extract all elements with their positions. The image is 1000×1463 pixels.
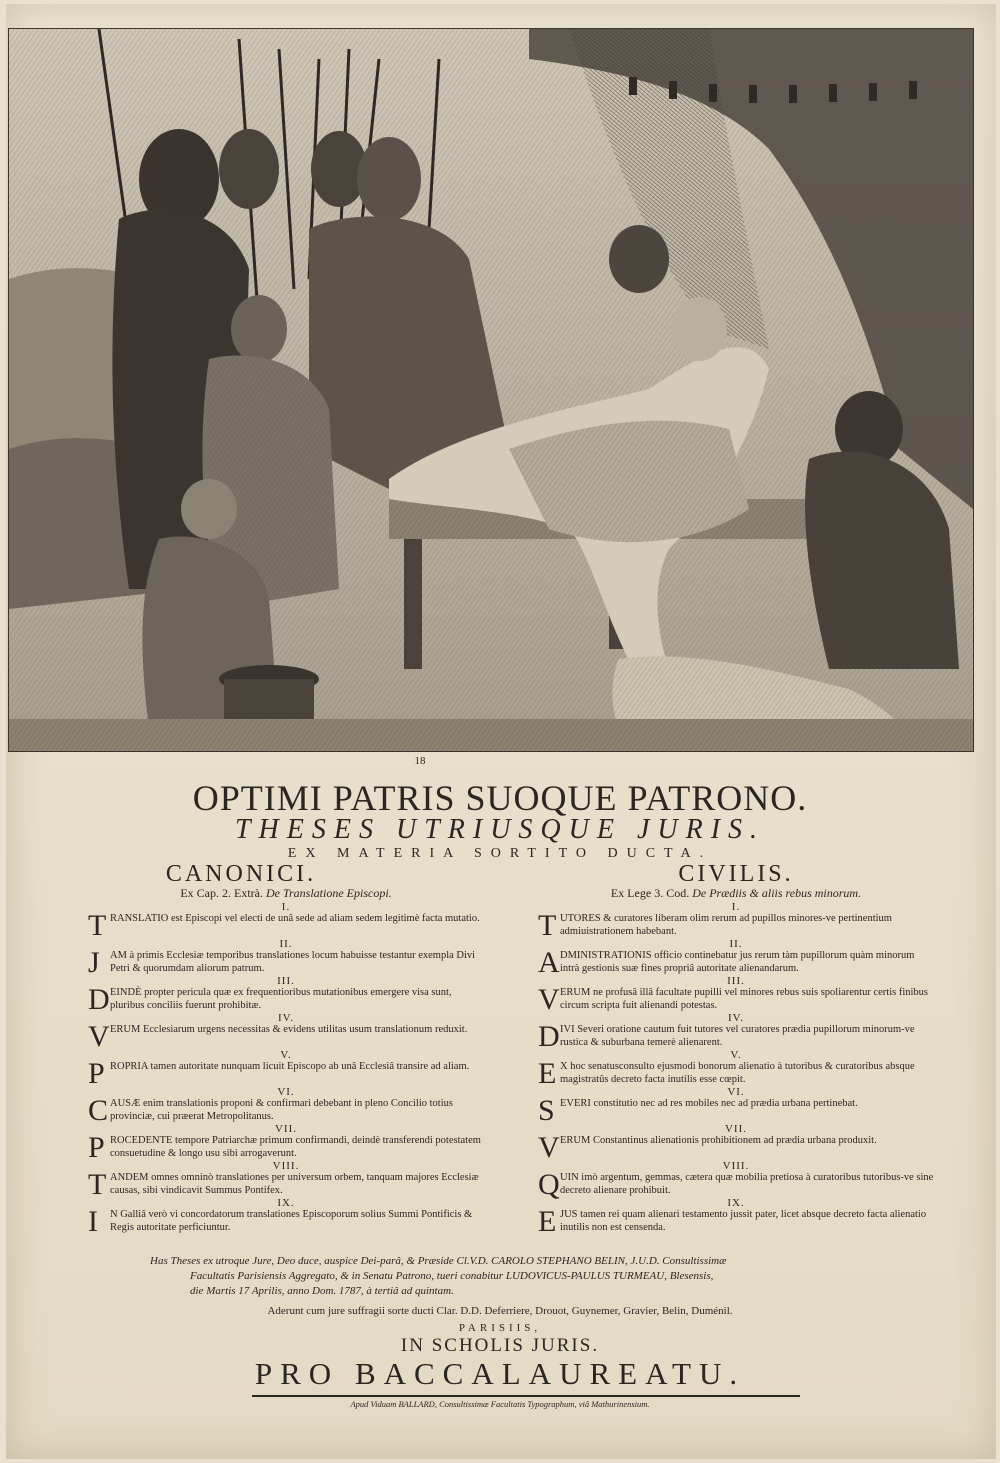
- thesis-text: UIN imò argentum, gemmas, cætera quæ mobilia pretiosa à curatoribus tutoribus-ve sine decreto alienare prohibuit.: [560, 1172, 934, 1196]
- thesis-numeral: II.: [279, 938, 293, 950]
- subtitle: EX MATERIA SORTITO DUCTA.: [287, 846, 713, 861]
- thesis-body: [88, 983, 484, 1016]
- canonici-title: CANONICI.: [165, 861, 317, 887]
- thesis-initial: A: [538, 946, 560, 979]
- thesis-text: JUS tamen rei quam alienari testamento jussit pater, licet absque decreto facta alienatio inutilis non est censenda.: [560, 1209, 927, 1233]
- thesis-body: [538, 1094, 934, 1127]
- thesis-numeral: I.: [281, 901, 291, 913]
- thesis-body: [88, 1020, 484, 1053]
- thesis-initial: E: [538, 1057, 557, 1090]
- thesis-initial: P: [88, 1131, 105, 1164]
- thesis-text: ROPRIA tamen autoritate nunquam licuit Episcopo ab unâ Ecclesiâ transire ad aliam.: [110, 1061, 470, 1072]
- civilis-thesis: [538, 901, 934, 942]
- thesis-numeral: III.: [277, 975, 295, 987]
- thesis-text: UTORES & curatores liberam olim rerum ad pupillos minores-ve pertinentium admiuistrationem habebant.: [560, 913, 892, 937]
- thesis-body: [88, 1094, 484, 1127]
- thesis-text: ANDEM omnes omninò translationes per universum orbem, tanquam majores Ecclesiæ causas, sibi vindicavit Summus Pontifex.: [110, 1172, 479, 1196]
- thesis-body: [538, 1131, 934, 1164]
- civilis-thesis: [538, 1086, 934, 1127]
- thesis-text: EVERI constitutio nec ad res mobiles nec ad prædia urbana pertinebat.: [560, 1098, 858, 1109]
- thesis-body: [538, 983, 934, 1016]
- thesis-numeral: V.: [280, 1049, 292, 1061]
- thesis-initial: C: [88, 1094, 109, 1127]
- thesis-initial: S: [538, 1094, 555, 1127]
- canonici-thesis: [88, 975, 484, 1016]
- civilis-thesis: [538, 1197, 934, 1238]
- thesis-numeral: I.: [731, 901, 741, 913]
- thesis-numeral: VII.: [274, 1123, 298, 1135]
- canonici-thesis: [88, 938, 484, 979]
- canonici-thesis: [88, 1160, 484, 1201]
- thesis-body: [538, 946, 934, 979]
- civilis-thesis: [538, 975, 934, 1016]
- engraving-illustration: [8, 28, 974, 752]
- thesis-numeral: IV.: [728, 1012, 744, 1024]
- thesis-text: ERUM ne profusâ illâ facultate pupilli vel minores rebus suis spoliarentur certis finibus circum scripta fuit alienandi potestas.: [560, 987, 929, 1011]
- thesis-body: [88, 1057, 484, 1090]
- dedication-heading: OPTIMI PATRIS SUOQUE PATRONO.: [192, 778, 808, 818]
- thesis-initial: T: [88, 909, 107, 942]
- canonici-thesis: [88, 1123, 484, 1164]
- civilis-source-topic: De Prædiis & aliis rebus minorum.: [692, 886, 862, 900]
- thesis-body: [538, 909, 934, 942]
- thesis-initial: T: [538, 909, 557, 942]
- thesis-initial: P: [88, 1057, 105, 1090]
- thesis-numeral: VI.: [277, 1086, 295, 1098]
- theses-title: THESES UTRIUSQUE JURIS.: [234, 814, 766, 845]
- thesis-initial: D: [538, 1020, 560, 1053]
- thesis-initial: E: [538, 1205, 557, 1238]
- divider-rule: [252, 1395, 800, 1397]
- thesis-body: [538, 1057, 934, 1090]
- thesis-body: [538, 1020, 934, 1053]
- canonici-thesis: [88, 901, 484, 942]
- defense-line-3: die Martis 17 Aprilis, anno Dom. 1787, à tertiâ ad quintam.: [190, 1285, 454, 1297]
- canonici-thesis: [88, 1049, 484, 1090]
- thesis-initial: V: [88, 1020, 110, 1053]
- defense-line-2: Facultatis Parisiensis Aggregato, & in Senatu Patrono, tueri conabitur LUDOVICUS-PAULUS TURMEAU, Blesensis,: [190, 1270, 714, 1282]
- printer-imprint: Apud Viduam BALLARD, Consultissimæ Facultatis Typographum, viâ Mathurinensium.: [350, 1399, 650, 1409]
- canonici-column: [88, 861, 484, 1238]
- thesis-text: ERUM Ecclesiarum urgens necessitas & evidens utilitas usum translationum reduxit.: [110, 1024, 468, 1035]
- civilis-thesis: [538, 1012, 934, 1053]
- thesis-numeral: II.: [729, 938, 743, 950]
- thesis-initial: V: [538, 983, 560, 1016]
- thesis-text: AUSÆ enim translationis proponi & confirmari debebant in pleno Concilio totius provinciæ, cui præerat Metropolitanus.: [110, 1098, 453, 1122]
- thesis-body: [538, 1205, 934, 1238]
- thesis-numeral: VIII.: [722, 1160, 750, 1172]
- defense-line-1: Has Theses ex utroque Jure, Deo duce, auspice Dei-parâ, & Præside Cl.V.D. CAROLO STEPHANO BELIN, J.U.D. Consultissimæ: [150, 1255, 727, 1267]
- school-line: IN SCHOLIS JURIS.: [400, 1335, 600, 1356]
- civilis-thesis: [538, 1123, 934, 1164]
- thesis-numeral: VIII.: [272, 1160, 300, 1172]
- thesis-body: [88, 1168, 484, 1201]
- civilis-source-prefix: Ex Lege 3. Cod.: [610, 886, 690, 900]
- degree-heading: PRO BACCALAUREATU.: [254, 1356, 746, 1391]
- thesis-initial: Q: [538, 1168, 560, 1201]
- civilis-column: [538, 861, 934, 1238]
- civilis-title: CIVILIS.: [678, 861, 794, 887]
- thesis-initial: J: [88, 946, 100, 979]
- place-line: PARISIIS,: [458, 1322, 542, 1334]
- civilis-thesis: [538, 1049, 934, 1090]
- thesis-text: AM à primis Ecclesiæ temporibus translationes locum habuisse testantur exempla Divi Petri & quorumdam aliorum patrum.: [110, 950, 476, 974]
- canonici-source-prefix: Ex Cap. 2. Extrà.: [180, 886, 263, 900]
- thesis-initial: D: [88, 983, 110, 1016]
- thesis-text: X hoc senatusconsulto ejusmodi bonorum alienatio à tutoribus & curatoribus absque magistratûs decreto facta inutilis esse cœpit.: [560, 1061, 915, 1085]
- defense-statement: [150, 1254, 910, 1299]
- canonici-thesis: [88, 1012, 484, 1053]
- thesis-numeral: VI.: [727, 1086, 745, 1098]
- thesis-body: [538, 1168, 934, 1201]
- thesis-text: DMINISTRATIONIS officio continebatur jus rerum tàm pupillorum quàm minorum intrà gestionis suæ fines propriâ autoritate alienandarum.: [560, 950, 915, 974]
- thesis-body: [88, 946, 484, 979]
- civilis-source: [538, 886, 934, 900]
- thesis-initial: I: [88, 1205, 98, 1238]
- thesis-initial: V: [538, 1131, 560, 1164]
- plate-number: 18: [414, 755, 426, 767]
- canonici-theses-list: [88, 901, 484, 1238]
- thesis-numeral: IV.: [278, 1012, 294, 1024]
- canonici-thesis: [88, 1086, 484, 1127]
- thesis-body: [88, 1205, 484, 1238]
- examiners-line: Aderunt cum jure suffragii sorte ducti Clar. D.D. Deferriere, Drouot, Guynemer, Gravier, Belin, Duménil.: [267, 1305, 733, 1317]
- thesis-text: ROCEDENTE tempore Patriarchæ primum confirmandi, deindè transferendi potestatem consuetudine & longo usu sibi arrogaverunt.: [110, 1135, 481, 1159]
- thesis-numeral: VII.: [724, 1123, 748, 1135]
- thesis-body: [88, 1131, 484, 1164]
- thesis-text: ERUM Constantinus alienationis prohibitionem ad prædia urbana produxit.: [560, 1135, 877, 1146]
- canonici-source-topic: De Translatione Episcopi.: [265, 886, 392, 900]
- thesis-body: [88, 909, 484, 942]
- thesis-text: EINDÈ propter pericula quæ ex frequentioribus mutationibus emergere visa sunt, pluribus conciliis fuerunt prohibitæ.: [110, 987, 452, 1011]
- civilis-thesis: [538, 938, 934, 979]
- thesis-numeral: IX.: [727, 1197, 745, 1209]
- thesis-text: N Galliâ verò vi concordatorum translationes Episcoporum solius Summi Pontificis & Regis autoritate perficiuntur.: [110, 1209, 473, 1233]
- thesis-numeral: V.: [730, 1049, 742, 1061]
- thesis-text: IVI Severi oratione cautum fuit tutores vel curatores prædia pupillorum minorum-ve rustica & suburbana temerè alienarent.: [560, 1024, 915, 1048]
- civilis-theses-list: [538, 901, 934, 1238]
- thesis-initial: T: [88, 1168, 107, 1201]
- canonici-thesis: [88, 1197, 484, 1238]
- canonici-source: [88, 886, 484, 900]
- thesis-numeral: IX.: [277, 1197, 295, 1209]
- thesis-text: RANSLATIO est Episcopi vel electi de unâ sede ad aliam sedem legitimè facta mutatio.: [110, 913, 480, 924]
- civilis-thesis: [538, 1160, 934, 1201]
- thesis-numeral: III.: [727, 975, 745, 987]
- engraving-scene: [9, 29, 973, 751]
